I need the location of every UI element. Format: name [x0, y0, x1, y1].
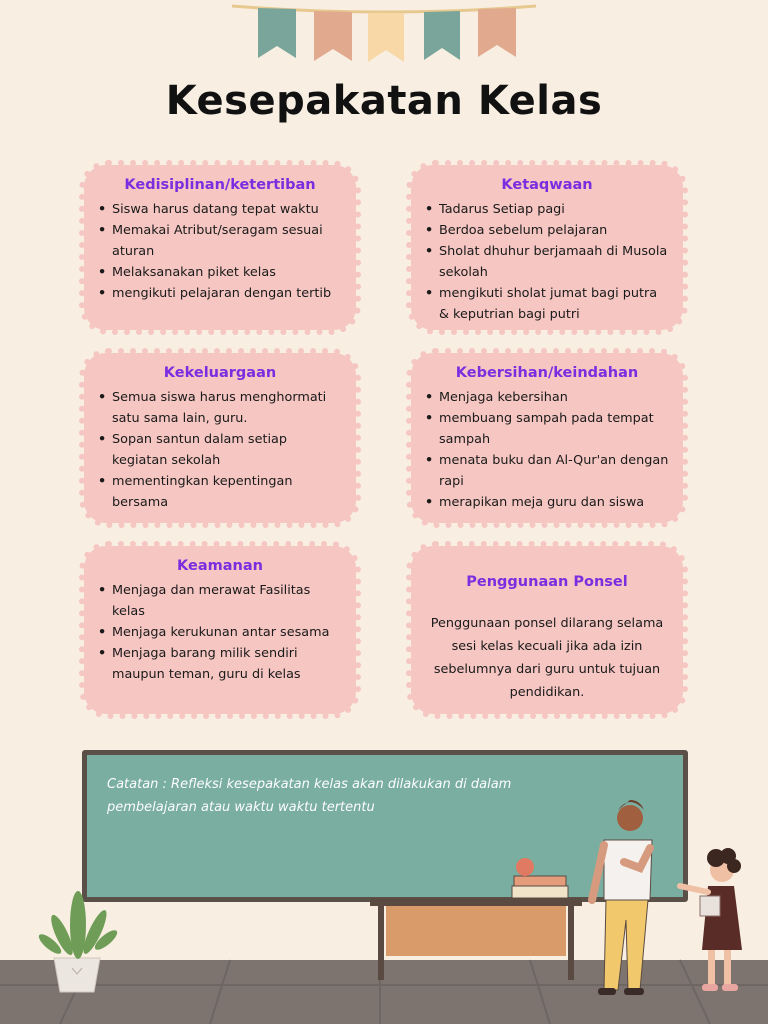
list-item: • merapikan meja guru dan siswa — [425, 492, 669, 513]
list-item: • Menjaga kebersihan — [425, 387, 669, 408]
bunting-decoration — [0, 0, 768, 70]
list-item: • mengikuti sholat jumat bagi putra & keputrian bagi putri — [425, 283, 669, 325]
card-list — [98, 387, 342, 513]
card-list — [98, 580, 342, 685]
list-item: • Menjaga kerukunan antar sesama — [98, 622, 342, 643]
list-item: • Semua siswa harus menghormati satu sama lain, guru. — [98, 387, 342, 429]
list-item: • mengikuti pelajaran dengan tertib — [98, 283, 342, 304]
card-list — [425, 199, 669, 325]
page-title: Kesepakatan Kelas — [165, 78, 603, 124]
card-paragraph: Penggunaan ponsel dilarang selama sesi kelas kecuali jika ada izin sebelumnya dari guru untuk tujuan pendidikan. — [430, 616, 664, 700]
card-title: Kedisiplinan/ketertiban — [124, 177, 316, 193]
card-ketaqwaan — [411, 165, 683, 330]
chalkboard — [82, 750, 688, 902]
card-list — [98, 199, 342, 304]
card-title: Penggunaan Ponsel — [466, 574, 628, 590]
list-item: • Menjaga barang milik sendiri maupun teman, guru di kelas — [98, 643, 342, 685]
card-kekeluargaan — [84, 353, 356, 523]
bunting-flag — [424, 11, 460, 60]
card-title: Kekeluargaan — [163, 365, 277, 381]
card-list — [425, 387, 669, 513]
list-item: • menata buku dan Al-Qur'an dengan rapi — [425, 450, 669, 492]
card-kebersihan — [411, 353, 683, 523]
bunting-flag — [258, 8, 296, 58]
list-item: • Sopan santun dalam setiap kegiatan sekolah — [98, 429, 342, 471]
list-item: • Memakai Atribut/seragam sesuai aturan — [98, 220, 342, 262]
list-item: • Menjaga dan merawat Fasilitas kelas — [98, 580, 342, 622]
list-item: • Tadarus Setiap pagi — [425, 199, 669, 220]
list-item: • Berdoa sebelum pelajaran — [425, 220, 669, 241]
list-item: • membuang sampah pada tempat sampah — [425, 408, 669, 450]
list-item: • Siswa harus datang tepat waktu — [98, 199, 342, 220]
card-keamanan — [84, 546, 356, 714]
board-note: Catatan : Refleksi kesepakatan kelas akan dilakukan di dalam pembelajaran atau waktu waktu tertentu — [107, 777, 512, 815]
bunting-flag — [314, 11, 352, 61]
card-title: Ketaqwaan — [501, 177, 593, 193]
list-item: • mementingkan kepentingan bersama — [98, 471, 342, 513]
card-title: Keamanan — [177, 558, 263, 574]
bunting-flag — [368, 13, 404, 62]
card-penggunaan-ponsel — [411, 546, 683, 714]
card-title: Kebersihan/keindahan — [455, 365, 639, 381]
card-kedisiplinan — [84, 165, 356, 330]
list-item: • Sholat dhuhur berjamaah di Musola sekolah — [425, 241, 669, 283]
bunting-flag — [478, 8, 516, 57]
floor — [0, 960, 768, 1024]
list-item: • Melaksanakan piket kelas — [98, 262, 342, 283]
